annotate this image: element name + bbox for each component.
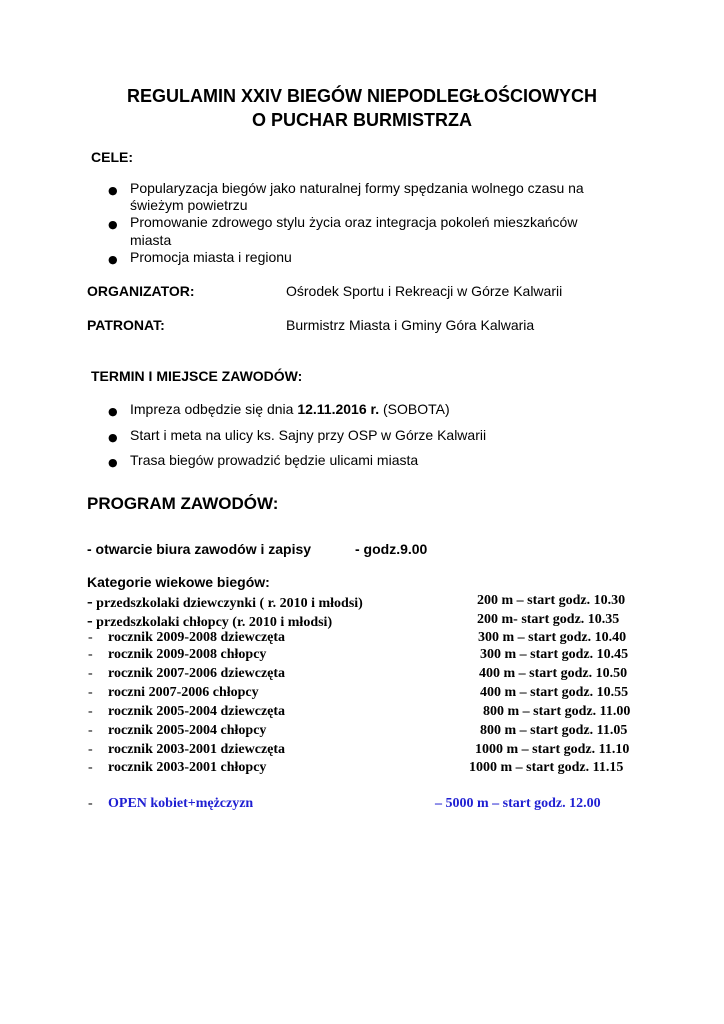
bullet-icon: ● (108, 456, 118, 469)
program-heading: PROGRAM ZAWODÓW: (87, 494, 279, 513)
bullet-icon: ● (108, 253, 118, 266)
cele-item-2-cont: miasta (130, 232, 172, 248)
schedule-row-label: rocznik 2005-2004 chłopcy (108, 723, 267, 738)
schedule-row-label: roczni 2007-2006 chłopcy (108, 685, 259, 700)
organizator-label: ORGANIZATOR: (87, 283, 195, 299)
schedule-row-label: rocznik 2003-2001 chłopcy (108, 760, 267, 775)
kategorie-heading: Kategorie wiekowe biegów: (87, 574, 270, 590)
schedule-row-label: rocznik 2005-2004 dziewczęta (108, 704, 286, 719)
schedule-row-value: 200 m – start godz. 10.30 (477, 593, 626, 608)
document-title-line1: REGULAMIN XXIV BIEGÓW NIEPODLEGŁOŚCIOWYCH (126, 86, 598, 106)
schedule-row-label: rocznik 2009-2008 chłopcy (108, 647, 267, 662)
dash-marker: - (88, 723, 93, 738)
schedule-row-value: 1000 m – start godz. 11.15 (469, 760, 624, 775)
termin-item-1-pre: Impreza odbędzie się dnia (130, 401, 298, 417)
schedule-row-value: 300 m – start godz. 10.45 (480, 647, 629, 662)
dash-marker: - (88, 760, 93, 775)
termin-item-1-post: (SOBOTA) (379, 401, 450, 417)
schedule-row-label: - przedszkolaki chłopcy (r. 2010 i młodsi) (87, 611, 333, 630)
dash-marker: - (88, 796, 93, 811)
termin-item-1 (130, 401, 450, 417)
schedule-row-value: 800 m – start godz. 11.00 (483, 704, 631, 719)
schedule-row-value: 800 m – start godz. 11.05 (480, 723, 628, 738)
schedule-row-label: - przedszkolaki dziewczynki ( r. 2010 i młodsi) (87, 592, 363, 611)
termin-item-3: Trasa biegów prowadzić będzie ulicami miasta (130, 452, 419, 468)
patronat-value: Burmistrz Miasta i Gminy Góra Kalwaria (286, 317, 535, 333)
patronat-label: PATRONAT: (87, 317, 165, 333)
schedule-row-label: rocznik 2003-2001 dziewczęta (108, 742, 286, 757)
cele-item-2: Promowanie zdrowego stylu życia oraz integracja pokoleń mieszkańców (130, 214, 578, 230)
dash-marker: - (88, 647, 93, 662)
cele-item-1: Popularyzacja biegów jako naturalnej formy spędzania wolnego czasu na (130, 180, 584, 196)
schedule-row-value: 400 m – start godz. 10.50 (479, 666, 628, 681)
schedule-row-label: rocznik 2009-2008 dziewczęta (108, 630, 286, 645)
dash-marker: - (88, 685, 93, 700)
bullet-icon: ● (108, 184, 118, 197)
biuro-time: - godz.9.00 (355, 541, 428, 557)
schedule-row-value: 400 m – start godz. 10.55 (480, 685, 629, 700)
dash-marker: - (88, 630, 93, 645)
biuro-label: - otwarcie biura zawodów i zapisy (87, 541, 312, 557)
cele-item-1-cont: świeżym powietrzu (130, 197, 248, 213)
dash-marker: - (88, 742, 93, 757)
termin-heading: TERMIN I MIEJSCE ZAWODÓW: (91, 368, 303, 384)
bullet-icon: ● (108, 431, 118, 444)
dash-marker: - (88, 666, 93, 681)
termin-date: 12.11.2016 r. (297, 401, 380, 417)
open-category-value: – 5000 m – start godz. 12.00 (435, 796, 601, 811)
schedule-row-value: 200 m- start godz. 10.35 (477, 612, 620, 627)
cele-item-3: Promocja miasta i regionu (130, 249, 292, 265)
bullet-icon: ● (108, 218, 118, 231)
cele-heading: CELE: (91, 149, 133, 165)
schedule-row-label: rocznik 2007-2006 dziewczęta (108, 666, 286, 681)
open-category-label: OPEN kobiet+mężczyzn (108, 796, 254, 811)
termin-item-2: Start i meta na ulicy ks. Sajny przy OSP w Górze Kalwarii (130, 427, 487, 443)
organizator-value: Ośrodek Sportu i Rekreacji w Górze Kalwarii (286, 283, 563, 299)
document-title-line2: O PUCHAR BURMISTRZA (252, 110, 472, 130)
schedule-row-value: 1000 m – start godz. 11.10 (475, 742, 630, 757)
bullet-icon: ● (108, 405, 118, 418)
dash-marker: - (88, 704, 93, 719)
schedule-row-value: 300 m – start godz. 10.40 (478, 630, 627, 645)
